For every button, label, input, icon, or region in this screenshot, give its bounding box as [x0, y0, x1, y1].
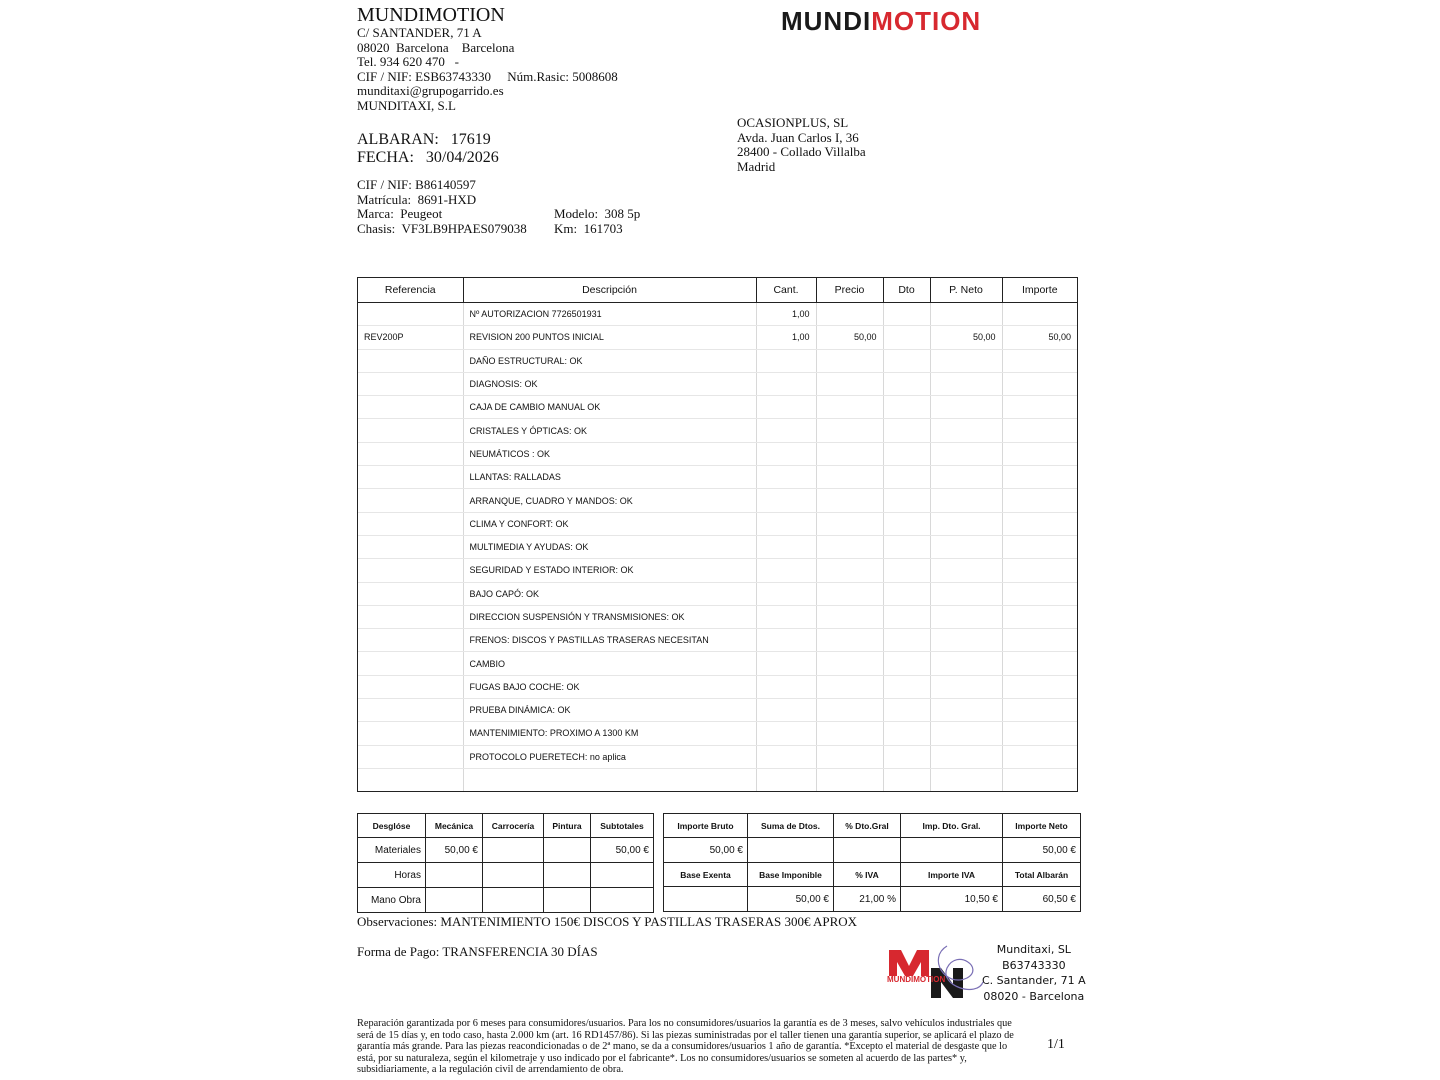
- line-desc: BAJO CAPÓ: OK: [463, 582, 756, 605]
- line-discount: [883, 326, 930, 349]
- vehicle-plate: Matrícula: 8691-HXD: [357, 191, 477, 207]
- line-amount: [1002, 372, 1077, 395]
- table-row: [358, 559, 1077, 582]
- breakdown-header: Desglóse: [358, 814, 426, 838]
- line-discount: [883, 722, 930, 745]
- line-qty: [756, 722, 816, 745]
- line-desc: DIAGNOSIS: OK: [463, 372, 756, 395]
- line-discount: [883, 442, 930, 465]
- line-desc: MULTIMEDIA Y AYUDAS: OK: [463, 535, 756, 558]
- line-ref: [358, 582, 463, 605]
- breakdown-header: Mecánica: [426, 814, 483, 838]
- line-qty: [756, 582, 816, 605]
- line-ref: [358, 535, 463, 558]
- line-discount: [883, 396, 930, 419]
- line-net: 50,00: [930, 326, 1002, 349]
- line-amount: [1002, 559, 1077, 582]
- breakdown-label: Materiales: [358, 838, 426, 863]
- line-price: [816, 582, 883, 605]
- col-header-discount: Dto: [883, 278, 930, 303]
- line-net: [930, 652, 1002, 675]
- line-net: [930, 722, 1002, 745]
- payment-method: Forma de Pago: TRANSFERENCIA 30 DÍAS: [357, 944, 598, 959]
- line-amount: [1002, 419, 1077, 442]
- line-net: [930, 419, 1002, 442]
- col-header-ref: Referencia: [358, 278, 463, 303]
- breakdown-row: [358, 888, 654, 913]
- line-amount: [1002, 303, 1077, 326]
- client-province: Madrid: [737, 158, 776, 174]
- line-amount: [1002, 722, 1077, 745]
- stamp-line: Munditaxi, SL: [996, 943, 1071, 956]
- totals-header: Importe Bruto: [664, 814, 748, 838]
- line-price: [816, 675, 883, 698]
- col-header-price: Precio: [816, 278, 883, 303]
- line-amount: [1002, 489, 1077, 512]
- line-discount: [883, 582, 930, 605]
- line-price: [816, 722, 883, 745]
- line-net: [930, 489, 1002, 512]
- line-net: [930, 699, 1002, 722]
- table-header-row: [358, 278, 1077, 303]
- totals-table: [663, 813, 1081, 912]
- line-ref: REV200P: [358, 326, 463, 349]
- totals-header: Importe IVA: [901, 863, 1003, 887]
- line-desc: NEUMÁTICOS : OK: [463, 442, 756, 465]
- company-address: C/ SANTANDER, 71 A: [357, 25, 482, 40]
- totals-header: Base Imponible: [748, 863, 834, 887]
- line-ref: [358, 605, 463, 628]
- table-row: [358, 303, 1077, 326]
- line-qty: [756, 512, 816, 535]
- line-desc: DAÑO ESTRUCTURAL: OK: [463, 349, 756, 372]
- client-info: [737, 116, 866, 174]
- albaran-date: FECHA: 30/04/2026: [357, 149, 499, 166]
- line-discount: [883, 629, 930, 652]
- breakdown-row: [358, 863, 654, 888]
- line-desc: LLANTAS: RALLADAS: [463, 466, 756, 489]
- taxable-base: 50,00 €: [748, 887, 834, 912]
- line-qty: [756, 466, 816, 489]
- line-amount: [1002, 675, 1077, 698]
- observations: Observaciones: MANTENIMIENTO 150€ DISCOS Y PASTILLAS TRASERAS 300€ APROX: [357, 914, 858, 929]
- line-desc: Nº AUTORIZACION 7726501931: [463, 303, 756, 326]
- line-amount: [1002, 745, 1077, 768]
- line-qty: [756, 489, 816, 512]
- line-price: [816, 559, 883, 582]
- breakdown-cell: [426, 863, 483, 888]
- totals-header: Imp. Dto. Gral.: [901, 814, 1003, 838]
- vehicle-km: Km: 161703: [554, 220, 623, 236]
- line-amount: [1002, 699, 1077, 722]
- table-row: [358, 582, 1077, 605]
- line-amount: 50,00: [1002, 326, 1077, 349]
- table-row: [358, 629, 1077, 652]
- line-ref: [358, 396, 463, 419]
- vehicle-cif: CIF / NIF: B86140597: [357, 177, 476, 192]
- breakdown-cell: [591, 863, 654, 888]
- line-discount: [883, 652, 930, 675]
- breakdown-cell: [544, 888, 591, 913]
- line-qty: [756, 419, 816, 442]
- line-ref: [358, 675, 463, 698]
- line-amount: [1002, 466, 1077, 489]
- company-legal-name: MUNDITAXI, S.L: [357, 97, 456, 113]
- breakdown-label: Horas: [358, 863, 426, 888]
- line-net: [930, 605, 1002, 628]
- line-price: [816, 535, 883, 558]
- line-qty: [756, 442, 816, 465]
- line-discount: [883, 675, 930, 698]
- client-address: Avda. Juan Carlos I, 36: [737, 129, 859, 145]
- table-row: [358, 372, 1077, 395]
- brand-logo: [781, 6, 981, 37]
- line-net: [930, 512, 1002, 535]
- line-qty: [756, 605, 816, 628]
- line-qty: [756, 745, 816, 768]
- line-amount: [1002, 605, 1077, 628]
- stamp-line: B63743330: [1002, 958, 1066, 972]
- table-row: [358, 535, 1077, 558]
- line-amount: [1002, 442, 1077, 465]
- breakdown-header: Pintura: [544, 814, 591, 838]
- line-price: [816, 396, 883, 419]
- totals-row: [664, 887, 1081, 912]
- vehicle-model: Modelo: 308 5p: [554, 206, 641, 222]
- line-price: [816, 466, 883, 489]
- line-net: [930, 535, 1002, 558]
- totals-header-row: [664, 863, 1081, 887]
- breakdown-cell: [544, 838, 591, 863]
- line-desc: CRISTALES Y ÓPTICAS: OK: [463, 419, 756, 442]
- line-net: [930, 396, 1002, 419]
- total-albaran: 60,50 €: [1003, 887, 1081, 912]
- line-price: [816, 605, 883, 628]
- gross-amount: 50,00 €: [664, 838, 748, 863]
- line-net: [930, 675, 1002, 698]
- stamp-line: 08020 - Barcelona: [983, 989, 1085, 1003]
- line-amount: [1002, 629, 1077, 652]
- stamp-line: C. Santander, 71 A: [982, 974, 1086, 987]
- line-ref: [358, 745, 463, 768]
- document-info: [357, 131, 499, 167]
- table-row: [358, 326, 1077, 349]
- col-header-amount: Importe: [1002, 278, 1077, 303]
- line-ref: [358, 629, 463, 652]
- filler-cell: [816, 768, 883, 791]
- line-price: [816, 652, 883, 675]
- table-row: [358, 675, 1077, 698]
- line-price: [816, 512, 883, 535]
- line-ref: [358, 489, 463, 512]
- line-net: [930, 745, 1002, 768]
- col-header-desc: Descripción: [463, 278, 756, 303]
- company-info: [357, 4, 618, 114]
- line-discount: [883, 605, 930, 628]
- line-qty: [756, 675, 816, 698]
- breakdown-cell: [483, 838, 544, 863]
- breakdown-table: [357, 813, 654, 913]
- totals-header: Suma de Dtos.: [748, 814, 834, 838]
- table-row: [358, 512, 1077, 535]
- line-price: [816, 372, 883, 395]
- breakdown-row: [358, 838, 654, 863]
- logo-part-red: MOTION: [871, 6, 982, 36]
- line-desc: SEGURIDAD Y ESTADO INTERIOR: OK: [463, 559, 756, 582]
- table-row: [358, 466, 1077, 489]
- logo-part-dark: MUNDI: [781, 6, 872, 36]
- line-amount: [1002, 535, 1077, 558]
- client-name: OCASIONPLUS, SL: [737, 115, 849, 130]
- col-header-qty: Cant.: [756, 278, 816, 303]
- line-desc: CAMBIO: [463, 652, 756, 675]
- breakdown-cell: [483, 863, 544, 888]
- exempt-base: [664, 887, 748, 912]
- filler-cell: [930, 768, 1002, 791]
- stamp-text: [982, 942, 1086, 1004]
- breakdown-cell: 50,00 €: [591, 838, 654, 863]
- line-discount: [883, 303, 930, 326]
- line-desc: PRUEBA DINÁMICA: OK: [463, 699, 756, 722]
- mn-mark-icon: [889, 950, 963, 998]
- totals-row: [664, 838, 1081, 863]
- line-desc: REVISION 200 PUNTOS INICIAL: [463, 326, 756, 349]
- line-discount: [883, 349, 930, 372]
- company-city: 08020 Barcelona Barcelona: [357, 39, 515, 55]
- line-net: [930, 559, 1002, 582]
- line-items-table: [357, 277, 1078, 792]
- albaran-number: ALBARAN: 17619: [357, 131, 491, 148]
- line-desc: CAJA DE CAMBIO MANUAL OK: [463, 396, 756, 419]
- line-qty: 1,00: [756, 303, 816, 326]
- breakdown-cell: 50,00 €: [426, 838, 483, 863]
- line-ref: [358, 372, 463, 395]
- line-discount: [883, 559, 930, 582]
- line-discount: [883, 489, 930, 512]
- line-ref: [358, 652, 463, 675]
- line-price: [816, 629, 883, 652]
- line-discount: [883, 466, 930, 489]
- line-qty: [756, 652, 816, 675]
- line-amount: [1002, 582, 1077, 605]
- table-row: [358, 489, 1077, 512]
- line-price: [816, 303, 883, 326]
- page-number: 1/1: [1047, 1037, 1065, 1052]
- line-price: [816, 489, 883, 512]
- table-row: [358, 699, 1077, 722]
- line-ref: [358, 699, 463, 722]
- table-row: [358, 442, 1077, 465]
- table-row: [358, 652, 1077, 675]
- client-city: 28400 - Collado Villalba: [737, 144, 866, 160]
- line-ref: [358, 512, 463, 535]
- filler-cell: [463, 768, 756, 791]
- totals-header-row: [664, 814, 1081, 838]
- filler-cell: [756, 768, 816, 791]
- vat-amount: 10,50 €: [901, 887, 1003, 912]
- line-ref: [358, 349, 463, 372]
- company-phone: Tel. 934 620 470 -: [357, 54, 459, 70]
- breakdown-cell: [426, 888, 483, 913]
- breakdown-label: Mano Obra: [358, 888, 426, 913]
- line-net: [930, 629, 1002, 652]
- net-amount: 50,00 €: [1003, 838, 1081, 863]
- line-discount: [883, 419, 930, 442]
- table-row: [358, 419, 1077, 442]
- line-ref: [358, 442, 463, 465]
- line-qty: 1,00: [756, 326, 816, 349]
- table-row: [358, 745, 1077, 768]
- line-desc: DIRECCION SUSPENSIÓN Y TRANSMISIONES: OK: [463, 605, 756, 628]
- line-net: [930, 582, 1002, 605]
- line-net: [930, 466, 1002, 489]
- filler-cell: [883, 768, 930, 791]
- line-discount: [883, 372, 930, 395]
- line-discount: [883, 535, 930, 558]
- line-desc: MANTENIMIENTO: PROXIMO A 1300 KM: [463, 722, 756, 745]
- line-price: 50,00: [816, 326, 883, 349]
- col-header-net: P. Neto: [930, 278, 1002, 303]
- line-discount: [883, 699, 930, 722]
- line-net: [930, 349, 1002, 372]
- breakdown-header: Carrocería: [483, 814, 544, 838]
- line-qty: [756, 372, 816, 395]
- totals-header: Total Albarán: [1003, 863, 1081, 887]
- breakdown-cell: [544, 863, 591, 888]
- line-ref: [358, 466, 463, 489]
- line-price: [816, 349, 883, 372]
- totals-header: % IVA: [834, 863, 901, 887]
- line-amount: [1002, 512, 1077, 535]
- line-amount: [1002, 652, 1077, 675]
- company-name: MUNDIMOTION: [357, 4, 505, 26]
- line-ref: [358, 419, 463, 442]
- stamp-logo-text: MUNDIMOTION: [887, 975, 946, 984]
- line-qty: [756, 699, 816, 722]
- line-price: [816, 745, 883, 768]
- line-qty: [756, 396, 816, 419]
- line-qty: [756, 629, 816, 652]
- line-desc: PROTOCOLO PUERETECH: no aplica: [463, 745, 756, 768]
- line-discount: [883, 512, 930, 535]
- line-net: [930, 442, 1002, 465]
- table-row: [358, 605, 1077, 628]
- line-qty: [756, 349, 816, 372]
- general-discount-amount: [901, 838, 1003, 863]
- table-row: [358, 396, 1077, 419]
- line-net: [930, 303, 1002, 326]
- breakdown-header-row: [358, 814, 654, 838]
- discount-sum: [748, 838, 834, 863]
- line-ref: [358, 303, 463, 326]
- line-price: [816, 442, 883, 465]
- company-cif: CIF / NIF: ESB63743330 Núm.Rasic: 5008608: [357, 68, 618, 84]
- line-qty: [756, 535, 816, 558]
- totals-header: Importe Neto: [1003, 814, 1081, 838]
- filler-cell: [1002, 768, 1077, 791]
- breakdown-header: Subtotales: [591, 814, 654, 838]
- line-ref: [358, 559, 463, 582]
- line-desc: ARRANQUE, CUADRO Y MANDOS: OK: [463, 489, 756, 512]
- line-desc: CLIMA Y CONFORT: OK: [463, 512, 756, 535]
- vehicle-info: [357, 178, 697, 236]
- line-desc: FRENOS: DISCOS Y PASTILLAS TRASERAS NECESITAN: [463, 629, 756, 652]
- table-row: [358, 722, 1077, 745]
- line-price: [816, 419, 883, 442]
- table-filler-row: [358, 768, 1077, 791]
- line-discount: [883, 745, 930, 768]
- line-qty: [756, 559, 816, 582]
- breakdown-cell: [591, 888, 654, 913]
- totals-header: Base Exenta: [664, 863, 748, 887]
- line-desc: FUGAS BAJO COCHE: OK: [463, 675, 756, 698]
- vehicle-brand: Marca: Peugeot: [357, 206, 443, 222]
- table-row: [358, 349, 1077, 372]
- line-net: [930, 372, 1002, 395]
- legal-notice: Reparación garantizada por 6 meses para consumidores/usuarios. Para los no consumidores/usuarios la garantía es de 3 meses, salvo vehículos industriales que será de 15 días y, en todo caso, hasta 2.000 km (art. 16 RD1457/86). Si las piezas suministradas por el taller tienen una garantía superior, se aplicará el plazo de garantía más grande. Para las piezas reacondicionadas o de 2ª mano, se da a consumidores/usuarios 1 año de garantía. *Excepto el material de desgaste que lo está, por su naturaleza, según el kilometraje y uso indicado por el fabricante*. Los no consumidores/usuarios se someten al acuerdo de las partes* y, subsidiariamente, a la regulación civil de arrendamiento de obra.: [357, 1018, 1014, 1076]
- line-amount: [1002, 396, 1077, 419]
- company-email: munditaxi@grupogarrido.es: [357, 83, 504, 99]
- line-ref: [358, 722, 463, 745]
- vat-pct: 21,00 %: [834, 887, 901, 912]
- breakdown-cell: [483, 888, 544, 913]
- filler-cell: [358, 768, 463, 791]
- totals-header: % Dto.Gral: [834, 814, 901, 838]
- vehicle-chassis: Chasis: VF3LB9HPAES079038: [357, 220, 527, 236]
- line-price: [816, 699, 883, 722]
- general-discount-pct: [834, 838, 901, 863]
- line-amount: [1002, 349, 1077, 372]
